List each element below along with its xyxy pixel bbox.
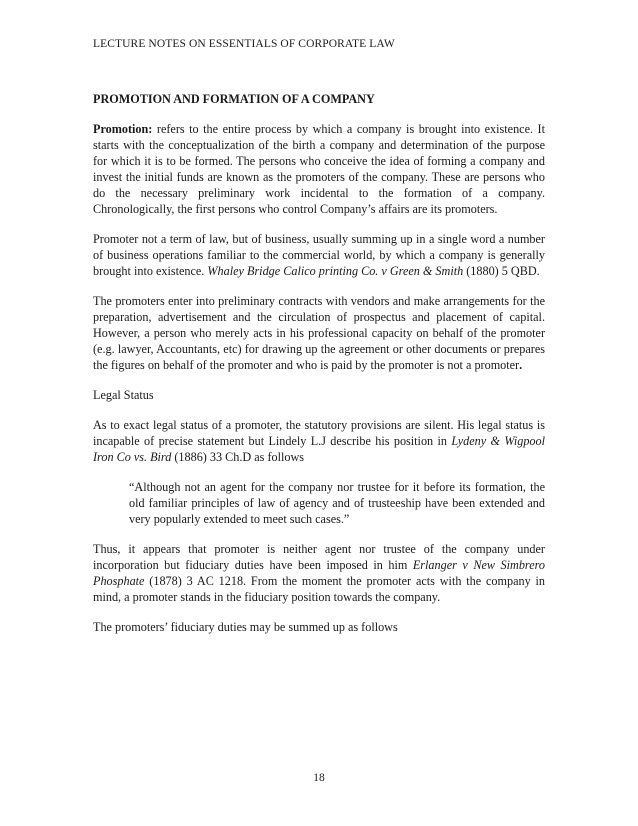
paragraph-promoter-term [93,231,545,279]
paragraph-legal-status [93,417,545,465]
paragraph-fiduciary [93,541,545,605]
promotion-definition: refers to the entire process by which a company is brought into existence. It starts with the conceptualization of the birth a company and determination of the purpose for which it is to be formed. The persons who conceive the idea of forming a company and invest the initial funds are known as the promoters of the company. These are persons who do the necessary preliminary work incidental to the formation of a company. Chronologically, the first persons who control Company’s affairs are its promoters. [93,122,545,216]
subheading-legal-status: Legal Status [93,388,154,402]
paragraph-text: As to exact legal status of a promoter, the statutory provisions are silent. His legal status is incapable of precise statement but Lindely L.J describe his position in [93,418,545,448]
case-name: Erlanger v New Simbrero Phosphate [93,558,545,588]
paragraph-text: Promoter not a term of law, but of business, usually summing up in a single word a number of business operations familiar to the commercial world, by which a company is generally brought into existence. [93,232,545,278]
case-citation: (1886) 33 Ch.D as follows [171,450,305,464]
document-page [93,0,545,826]
page-content [93,91,545,649]
paragraph-text: Thus, it appears that promoter is neither agent nor trustee of the company under incorporation but fiduciary duties have been imposed in him [93,542,545,572]
block-quote: “Although not an agent for the company nor trustee for it before its formation, the old familiar principles of law of agency and of trusteeship have been extended and very popularly extended to meet such cases.” [129,480,545,526]
paragraph-duties-intro: The promoters’ fiduciary duties may be summed up as follows [93,620,398,634]
case-name: Whaley Bridge Calico printing Co. v Green & Smith [207,264,464,278]
promotion-term: Promotion: [93,122,153,136]
page-number: 18 [313,772,325,784]
case-citation: (1880) 5 QBD. [463,264,540,278]
case-citation: (1878) 3 AC 1218. From the moment the promoter acts with the company in mind, a promoter stands in the fiduciary position towards the company. [93,574,545,604]
running-header: LECTURE NOTES ON ESSENTIALS OF CORPORATE LAW [93,38,395,50]
paragraph-text: The promoters enter into preliminary contracts with vendors and make arrangements for the preparation, advertisement and the circulation of prospectus and placement of capital. However, a person who merely acts in his professional capacity on behalf of the promoter (e.g. lawyer, Accountants, etc) for drawing up the agreement or other documents or prepares the figures on behalf of the promoter and who is paid by the promoter is not a promoter [93,294,545,372]
case-name: Lydeny & Wigpool Iron Co vs. Bird [93,434,546,464]
paragraph-promotion [93,121,545,217]
paragraph-preliminary-contracts [93,293,545,373]
section-heading: PROMOTION AND FORMATION OF A COMPANY [93,92,375,106]
paragraph-end-period: . [519,358,523,372]
